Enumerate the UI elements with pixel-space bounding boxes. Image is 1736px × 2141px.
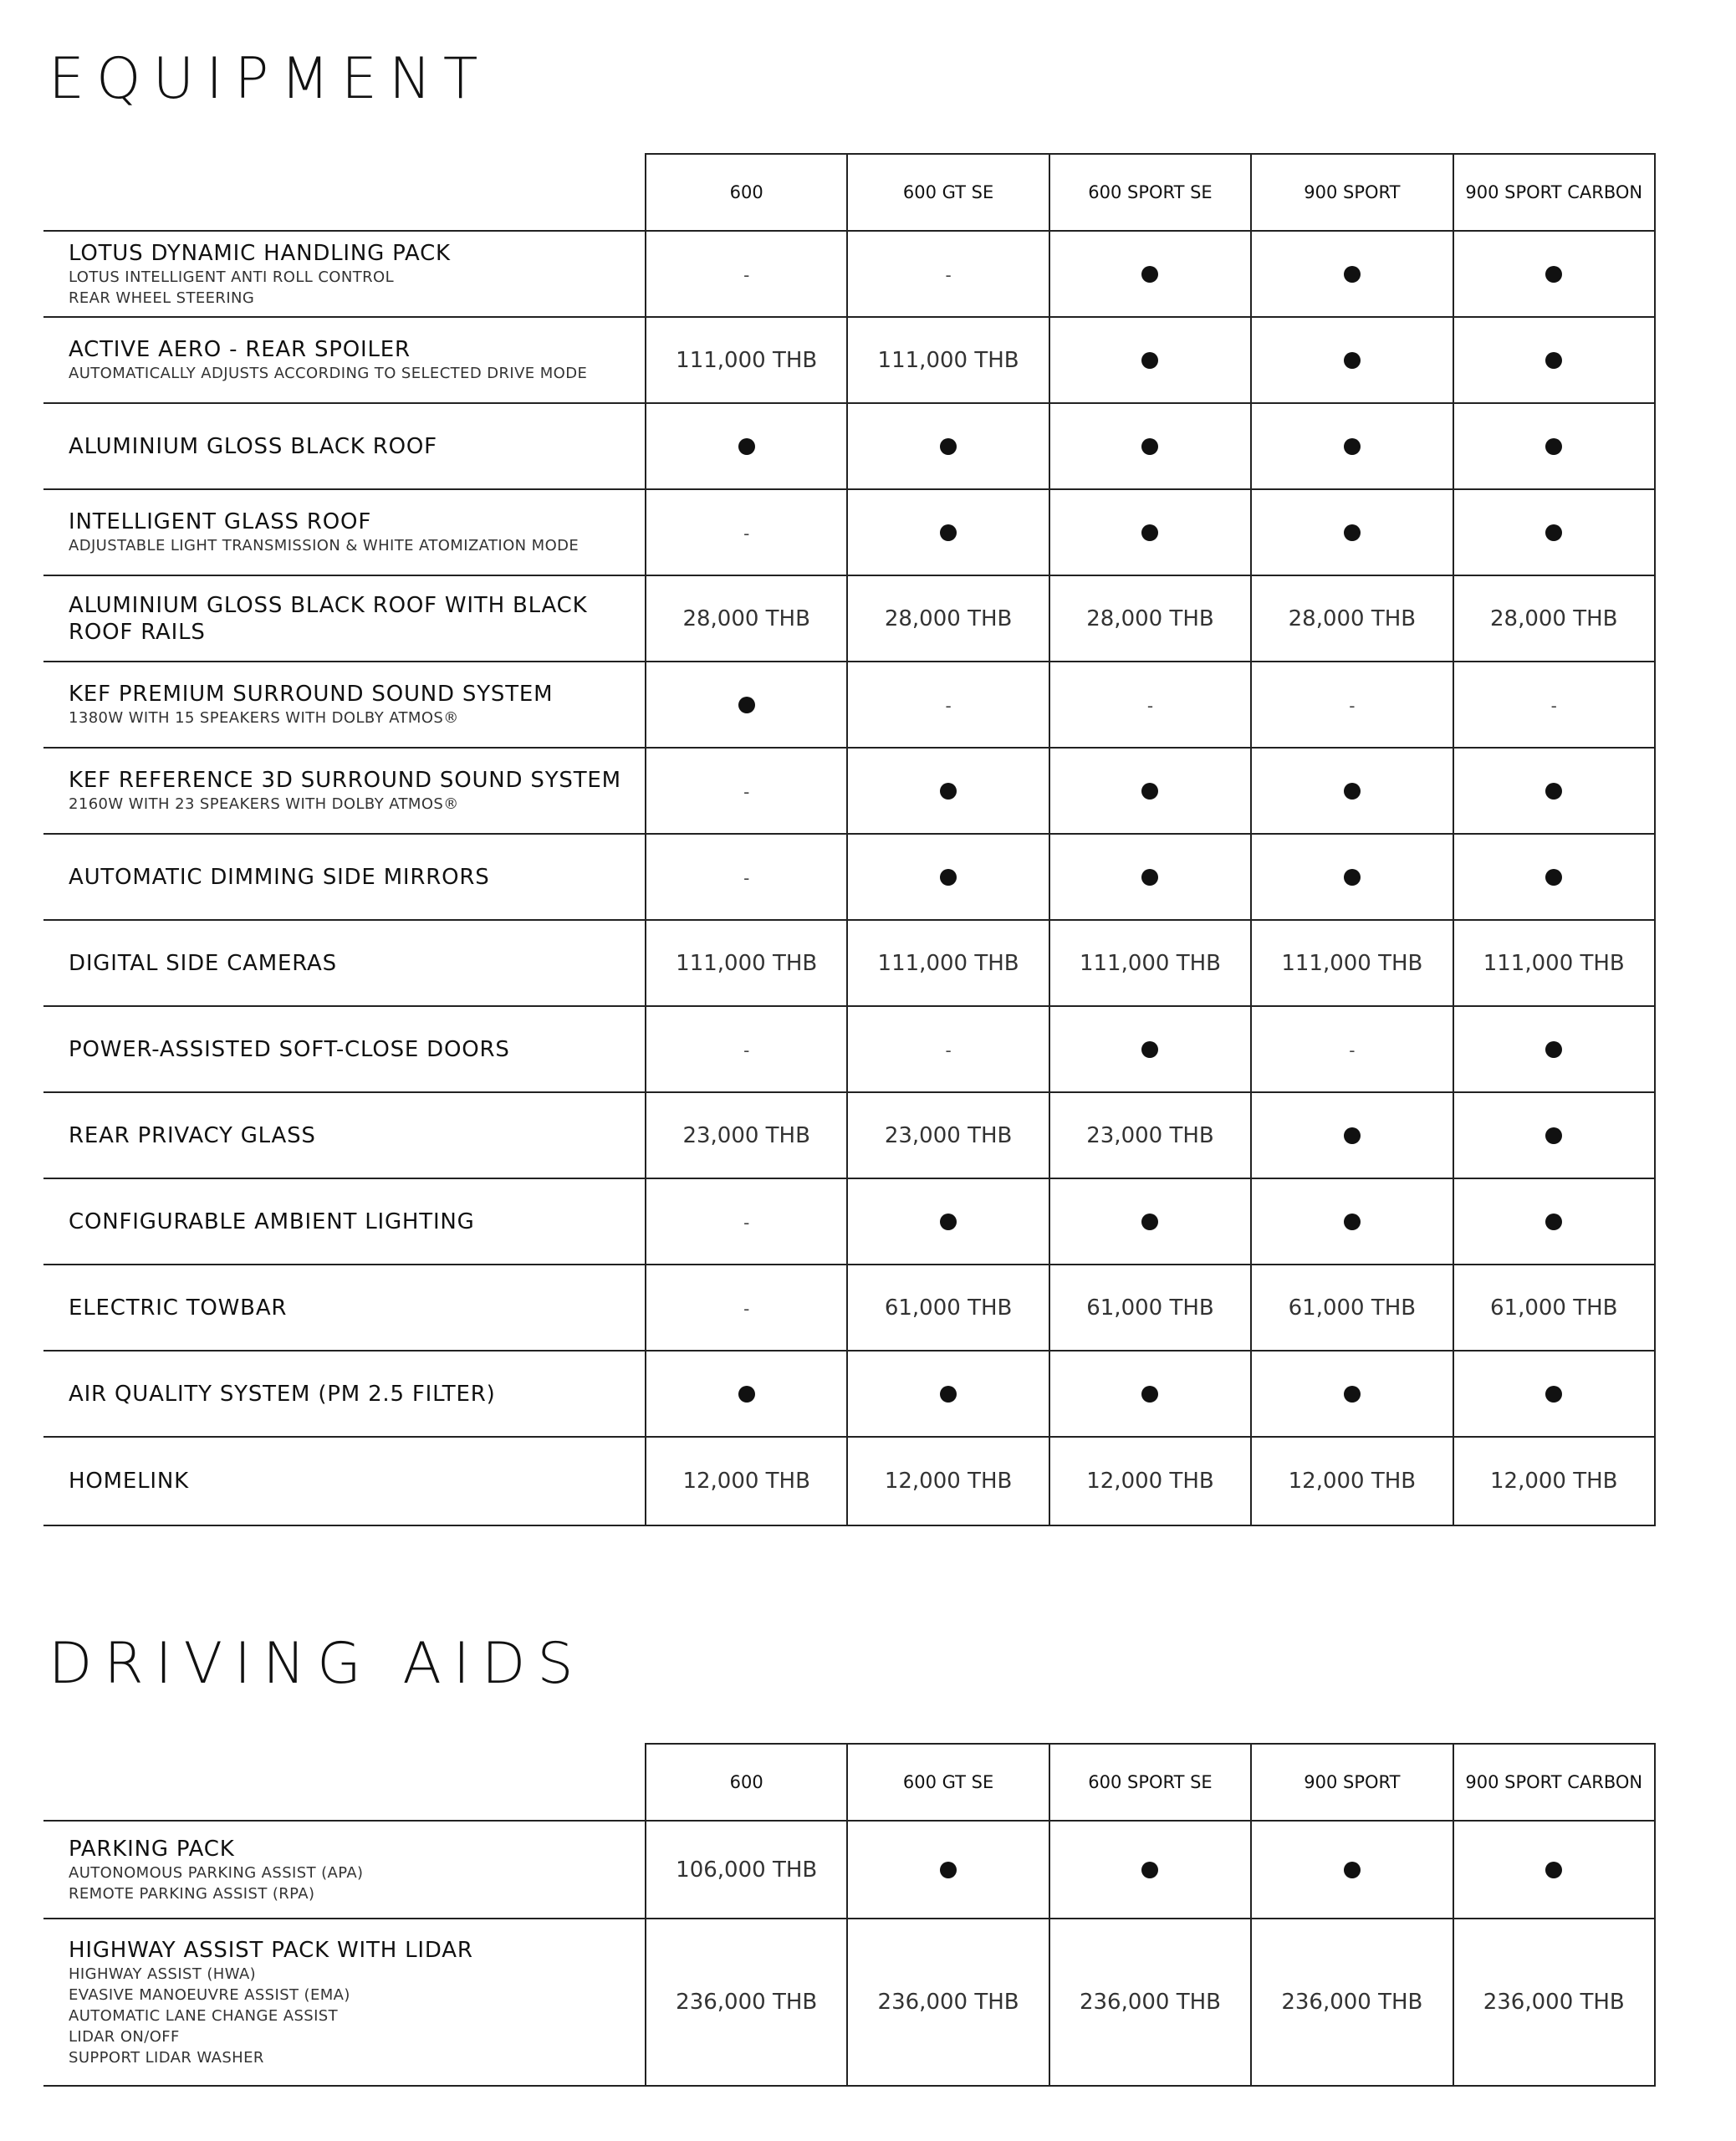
- value-cell: [1453, 1092, 1655, 1178]
- value-cell: [646, 1178, 847, 1265]
- header-blank-cell: [43, 154, 646, 231]
- value-cell: [1251, 1821, 1453, 1919]
- value-cell: [847, 1265, 1049, 1351]
- feature-cell: [43, 1178, 646, 1265]
- option-price: 28,000 THB: [682, 606, 810, 631]
- value-cell: [1049, 489, 1251, 575]
- not-available-dash: -: [945, 695, 952, 716]
- column-header: 600 GT SE: [847, 154, 1049, 231]
- not-available-dash: -: [945, 1040, 952, 1060]
- feature-name: LOTUS DYNAMIC HANDLING PACK: [69, 240, 451, 266]
- value-cell: [646, 1821, 847, 1919]
- column-header: 600: [646, 1744, 847, 1821]
- value-cell: [646, 748, 847, 834]
- not-available-dash: -: [1349, 695, 1356, 716]
- option-price: 28,000 THB: [884, 606, 1013, 631]
- option-price: 111,000 THB: [877, 347, 1019, 373]
- included-dot-icon: [1545, 1127, 1562, 1144]
- value-cell: [1453, 1919, 1655, 2086]
- feature-name: AUTOMATIC DIMMING SIDE MIRRORS: [69, 864, 490, 890]
- feature-name: HIGHWAY ASSIST PACK WITH LIDAR: [69, 1937, 473, 1963]
- value-cell: [1453, 920, 1655, 1006]
- included-dot-icon: [1344, 1127, 1361, 1144]
- included-dot-icon: [738, 438, 755, 455]
- table-row: [43, 1351, 1655, 1437]
- option-price: 12,000 THB: [1288, 1469, 1417, 1494]
- feature-cell: [43, 1821, 646, 1919]
- feature-detail: EVASIVE MANOEUVRE ASSIST (EMA): [69, 1985, 350, 2004]
- value-cell: [1453, 489, 1655, 575]
- value-cell: [1453, 1437, 1655, 1525]
- feature-cell: [43, 1919, 646, 2086]
- option-price: 28,000 THB: [1288, 606, 1417, 631]
- included-dot-icon: [1344, 1862, 1361, 1878]
- value-cell: [646, 489, 847, 575]
- feature-name: POWER-ASSISTED SOFT-CLOSE DOORS: [69, 1036, 510, 1062]
- equipment-table: [43, 153, 1656, 1526]
- option-price: 236,000 THB: [676, 1990, 818, 2015]
- value-cell: [646, 1351, 847, 1437]
- table-row: [43, 1092, 1655, 1178]
- included-dot-icon: [1344, 1386, 1361, 1403]
- value-cell: [847, 748, 1049, 834]
- option-price: 61,000 THB: [1490, 1295, 1618, 1321]
- included-dot-icon: [1141, 1386, 1158, 1403]
- value-cell: [1049, 403, 1251, 489]
- not-available-dash: -: [1349, 1040, 1356, 1060]
- option-price: 12,000 THB: [1490, 1469, 1618, 1494]
- feature-name: HOMELINK: [69, 1469, 189, 1494]
- column-header: 900 SPORT CARBON: [1453, 154, 1655, 231]
- value-cell: [847, 231, 1049, 317]
- option-price: 111,000 THB: [676, 347, 818, 373]
- included-dot-icon: [1545, 1214, 1562, 1230]
- option-price: 111,000 THB: [1483, 950, 1625, 976]
- feature-detail: HIGHWAY ASSIST (HWA): [69, 1965, 257, 1983]
- driving-aids-table: [43, 1743, 1656, 2087]
- not-available-dash: -: [743, 264, 750, 285]
- option-price: 28,000 THB: [1490, 606, 1618, 631]
- value-cell: [1251, 1351, 1453, 1437]
- value-cell: [1453, 231, 1655, 317]
- value-cell: [1453, 1006, 1655, 1092]
- value-cell: [1453, 748, 1655, 834]
- included-dot-icon: [1545, 524, 1562, 541]
- value-cell: [1049, 1351, 1251, 1437]
- included-dot-icon: [738, 1386, 755, 1403]
- value-cell: [1049, 1265, 1251, 1351]
- value-cell: [1251, 1006, 1453, 1092]
- option-price: 23,000 THB: [682, 1122, 810, 1148]
- feature-cell: [43, 920, 646, 1006]
- value-cell: [847, 403, 1049, 489]
- value-cell: [1251, 403, 1453, 489]
- value-cell: [1251, 489, 1453, 575]
- value-cell: [1251, 662, 1453, 748]
- value-cell: [646, 231, 847, 317]
- option-price: 106,000 THB: [676, 1857, 818, 1883]
- feature-detail: REMOTE PARKING ASSIST (RPA): [69, 1884, 315, 1903]
- option-price: 12,000 THB: [884, 1469, 1013, 1494]
- included-dot-icon: [1141, 524, 1158, 541]
- option-price: 236,000 THB: [1079, 1990, 1221, 2015]
- included-dot-icon: [1545, 266, 1562, 283]
- value-cell: [1251, 1265, 1453, 1351]
- included-dot-icon: [1141, 1862, 1158, 1878]
- option-price: 61,000 THB: [1288, 1295, 1417, 1321]
- included-dot-icon: [1344, 869, 1361, 886]
- included-dot-icon: [1141, 783, 1158, 800]
- option-price: 111,000 THB: [676, 950, 818, 976]
- included-dot-icon: [1141, 869, 1158, 886]
- included-dot-icon: [940, 524, 957, 541]
- option-price: 236,000 THB: [1483, 1990, 1625, 2015]
- included-dot-icon: [1344, 438, 1361, 455]
- option-price: 61,000 THB: [884, 1295, 1013, 1321]
- value-cell: [847, 1351, 1049, 1437]
- column-header: 900 SPORT: [1251, 1744, 1453, 1821]
- table-row: [43, 575, 1655, 662]
- value-cell: [1049, 1919, 1251, 2086]
- not-available-dash: -: [743, 523, 750, 544]
- value-cell: [847, 1821, 1049, 1919]
- value-cell: [1251, 920, 1453, 1006]
- value-cell: [847, 1178, 1049, 1265]
- table-row: [43, 317, 1655, 403]
- column-header: 600: [646, 154, 847, 231]
- included-dot-icon: [1344, 352, 1361, 369]
- included-dot-icon: [940, 869, 957, 886]
- not-available-dash: -: [743, 781, 750, 802]
- option-price: 111,000 THB: [1281, 950, 1423, 976]
- value-cell: [646, 1092, 847, 1178]
- value-cell: [1453, 1821, 1655, 1919]
- feature-name: KEF PREMIUM SURROUND SOUND SYSTEM: [69, 682, 554, 707]
- feature-name: INTELLIGENT GLASS ROOF: [69, 509, 372, 534]
- feature-name: REAR PRIVACY GLASS: [69, 1122, 316, 1148]
- value-cell: [847, 920, 1049, 1006]
- included-dot-icon: [940, 1214, 957, 1230]
- included-dot-icon: [940, 438, 957, 455]
- table-row: [43, 231, 1655, 317]
- value-cell: [646, 1006, 847, 1092]
- table-row: [43, 662, 1655, 748]
- included-dot-icon: [1344, 783, 1361, 800]
- option-price: 23,000 THB: [884, 1122, 1013, 1148]
- table-row: [43, 920, 1655, 1006]
- included-dot-icon: [1141, 352, 1158, 369]
- included-dot-icon: [1545, 1041, 1562, 1058]
- value-cell: [847, 317, 1049, 403]
- equipment-title: EQUIPMENT: [49, 46, 490, 112]
- feature-cell: [43, 403, 646, 489]
- value-cell: [1049, 1006, 1251, 1092]
- table-row: [43, 1006, 1655, 1092]
- feature-detail: LIDAR ON/OFF: [69, 2027, 180, 2046]
- feature-detail: ADJUSTABLE LIGHT TRANSMISSION & WHITE ATOMIZATION MODE: [69, 537, 580, 554]
- feature-cell: [43, 575, 646, 662]
- included-dot-icon: [1141, 266, 1158, 283]
- table-row: [43, 1919, 1655, 2086]
- feature-cell: [43, 662, 646, 748]
- option-price: 61,000 THB: [1086, 1295, 1214, 1321]
- column-header: 600 SPORT SE: [1049, 154, 1251, 231]
- included-dot-icon: [940, 783, 957, 800]
- not-available-dash: -: [945, 264, 952, 285]
- value-cell: [1049, 1821, 1251, 1919]
- not-available-dash: -: [1146, 695, 1154, 716]
- table-row: [43, 489, 1655, 575]
- feature-detail: AUTONOMOUS PARKING ASSIST (APA): [69, 1863, 364, 1882]
- feature-detail: REAR WHEEL STEERING: [69, 289, 255, 307]
- feature-detail: SUPPORT LIDAR WASHER: [69, 2048, 264, 2067]
- value-cell: [847, 1006, 1049, 1092]
- value-cell: [1049, 1092, 1251, 1178]
- feature-detail: 1380W WITH 15 SPEAKERS WITH DOLBY ATMOS®: [69, 709, 459, 727]
- driving-aids-title: DRIVING AIDS: [49, 1631, 585, 1697]
- included-dot-icon: [1141, 438, 1158, 455]
- value-cell: [1453, 1178, 1655, 1265]
- value-cell: [1049, 662, 1251, 748]
- value-cell: [1049, 317, 1251, 403]
- column-header: 900 SPORT: [1251, 154, 1453, 231]
- value-cell: [646, 317, 847, 403]
- value-cell: [1453, 317, 1655, 403]
- included-dot-icon: [1141, 1041, 1158, 1058]
- included-dot-icon: [1545, 869, 1562, 886]
- feature-cell: [43, 1351, 646, 1437]
- option-price: 28,000 THB: [1086, 606, 1214, 631]
- option-price: 111,000 THB: [877, 950, 1019, 976]
- value-cell: [1049, 920, 1251, 1006]
- option-price: 12,000 THB: [1086, 1469, 1214, 1494]
- feature-cell: [43, 748, 646, 834]
- value-cell: [1453, 662, 1655, 748]
- value-cell: [1049, 231, 1251, 317]
- value-cell: [646, 920, 847, 1006]
- value-cell: [1453, 403, 1655, 489]
- feature-name: ELECTRIC TOWBAR: [69, 1295, 288, 1321]
- value-cell: [1049, 748, 1251, 834]
- value-cell: [847, 1919, 1049, 2086]
- feature-cell: [43, 231, 646, 317]
- column-header: 600 SPORT SE: [1049, 1744, 1251, 1821]
- column-header: 900 SPORT CARBON: [1453, 1744, 1655, 1821]
- value-cell: [1251, 317, 1453, 403]
- value-cell: [1453, 1265, 1655, 1351]
- feature-detail: 2160W WITH 23 SPEAKERS WITH DOLBY ATMOS®: [69, 795, 459, 813]
- value-cell: [1251, 1092, 1453, 1178]
- value-cell: [646, 834, 847, 920]
- value-cell: [1453, 834, 1655, 920]
- included-dot-icon: [1545, 1386, 1562, 1403]
- table-row: [43, 403, 1655, 489]
- feature-cell: [43, 1437, 646, 1525]
- value-cell: [1251, 231, 1453, 317]
- value-cell: [847, 1092, 1049, 1178]
- value-cell: [1251, 1437, 1453, 1525]
- included-dot-icon: [1344, 266, 1361, 283]
- table-header-row: [43, 154, 1655, 231]
- value-cell: [847, 662, 1049, 748]
- table-row: [43, 1178, 1655, 1265]
- feature-cell: [43, 1092, 646, 1178]
- feature-name: CONFIGURABLE AMBIENT LIGHTING: [69, 1208, 475, 1234]
- included-dot-icon: [940, 1862, 957, 1878]
- value-cell: [1453, 1351, 1655, 1437]
- not-available-dash: -: [1550, 695, 1557, 716]
- option-price: 12,000 THB: [682, 1469, 810, 1494]
- value-cell: [1453, 575, 1655, 662]
- not-available-dash: -: [743, 1040, 750, 1060]
- value-cell: [847, 1437, 1049, 1525]
- value-cell: [1049, 1437, 1251, 1525]
- feature-detail: AUTOMATICALLY ADJUSTS ACCORDING TO SELECTED DRIVE MODE: [69, 365, 588, 382]
- value-cell: [646, 403, 847, 489]
- option-price: 23,000 THB: [1086, 1122, 1214, 1148]
- header-blank-cell: [43, 1744, 646, 1821]
- value-cell: [646, 1919, 847, 2086]
- feature-name: ALUMINIUM GLOSS BLACK ROOF: [69, 433, 437, 459]
- feature-detail: AUTOMATIC LANE CHANGE ASSIST: [69, 2006, 339, 2025]
- feature-cell: [43, 1006, 646, 1092]
- included-dot-icon: [1344, 1214, 1361, 1230]
- value-cell: [646, 1265, 847, 1351]
- table-row: [43, 834, 1655, 920]
- included-dot-icon: [1545, 783, 1562, 800]
- value-cell: [847, 489, 1049, 575]
- included-dot-icon: [1545, 1862, 1562, 1878]
- value-cell: [1251, 834, 1453, 920]
- value-cell: [1251, 1919, 1453, 2086]
- not-available-dash: -: [743, 867, 750, 888]
- feature-cell: [43, 317, 646, 403]
- value-cell: [1251, 748, 1453, 834]
- value-cell: [1251, 1178, 1453, 1265]
- feature-detail: LOTUS INTELLIGENT ANTI ROLL CONTROL: [69, 268, 395, 286]
- included-dot-icon: [1344, 524, 1361, 541]
- value-cell: [1251, 575, 1453, 662]
- option-price: 111,000 THB: [1079, 950, 1221, 976]
- value-cell: [847, 834, 1049, 920]
- table-row: [43, 748, 1655, 834]
- included-dot-icon: [1545, 352, 1562, 369]
- feature-name: ALUMINIUM GLOSS BLACK ROOF WITH BLACK ROOF RAILS: [69, 592, 588, 645]
- included-dot-icon: [738, 697, 755, 713]
- feature-name: ACTIVE AERO - REAR SPOILER: [69, 337, 411, 362]
- included-dot-icon: [1545, 438, 1562, 455]
- value-cell: [1049, 1178, 1251, 1265]
- feature-cell: [43, 1265, 646, 1351]
- table-header-row: [43, 1744, 1655, 1821]
- table-row: [43, 1821, 1655, 1919]
- feature-name: PARKING PACK: [69, 1836, 235, 1862]
- value-cell: [646, 662, 847, 748]
- included-dot-icon: [1141, 1214, 1158, 1230]
- feature-name: KEF REFERENCE 3D SURROUND SOUND SYSTEM: [69, 768, 621, 793]
- table-row: [43, 1437, 1655, 1525]
- not-available-dash: -: [743, 1298, 750, 1319]
- feature-cell: [43, 834, 646, 920]
- value-cell: [1049, 575, 1251, 662]
- value-cell: [1049, 834, 1251, 920]
- included-dot-icon: [940, 1386, 957, 1403]
- feature-name: AIR QUALITY SYSTEM (PM 2.5 FILTER): [69, 1381, 496, 1407]
- feature-name: DIGITAL SIDE CAMERAS: [69, 950, 337, 976]
- value-cell: [847, 575, 1049, 662]
- option-price: 236,000 THB: [877, 1990, 1019, 2015]
- value-cell: [646, 1437, 847, 1525]
- value-cell: [646, 575, 847, 662]
- option-price: 236,000 THB: [1281, 1990, 1423, 2015]
- column-header: 600 GT SE: [847, 1744, 1049, 1821]
- table-row: [43, 1265, 1655, 1351]
- not-available-dash: -: [743, 1212, 750, 1233]
- feature-cell: [43, 489, 646, 575]
